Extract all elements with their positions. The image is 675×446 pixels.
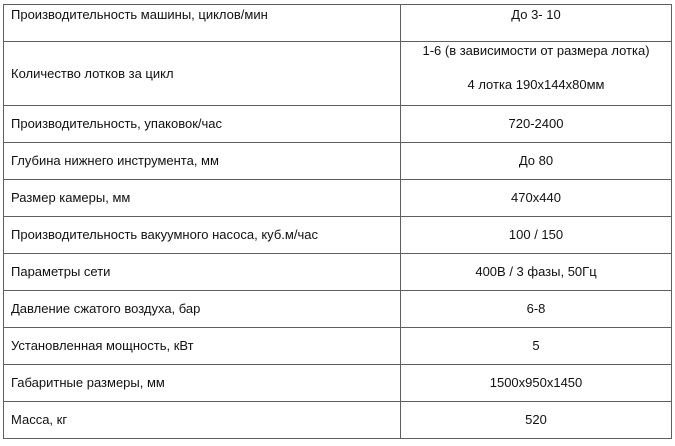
value-cell: 6-8 [401, 291, 672, 328]
parameter-cell: Давление сжатого воздуха, бар [4, 291, 401, 328]
parameter-cell: Производительность машины, циклов/мин [4, 5, 401, 42]
parameter-cell: Производительность вакуумного насоса, куб.м/час [4, 217, 401, 254]
table-row [4, 180, 672, 217]
parameter-cell: Габаритные размеры, мм [4, 365, 401, 402]
table-row [4, 106, 672, 143]
value-cell: 470х440 [401, 180, 672, 217]
parameter-cell: Глубина нижнего инструмента, мм [4, 143, 401, 180]
parameter-cell: Количество лотков за цикл [4, 42, 401, 106]
table-row [4, 402, 672, 439]
table-row [4, 143, 672, 180]
table-row [4, 254, 672, 291]
parameter-cell: Размер камеры, мм [4, 180, 401, 217]
table-row [4, 5, 672, 42]
parameter-cell: Установленная мощность, кВт [4, 328, 401, 365]
specifications-table [3, 4, 672, 439]
table-row [4, 217, 672, 254]
value-cell: До 3- 10 [401, 5, 672, 42]
table-row [4, 291, 672, 328]
value-cell: 400В / 3 фазы, 50Гц [401, 254, 672, 291]
parameter-cell: Масса, кг [4, 402, 401, 439]
parameter-cell: Параметры сети [4, 254, 401, 291]
table-row [4, 328, 672, 365]
table-row [4, 42, 672, 106]
value-cell: 720-2400 [401, 106, 672, 143]
table-row [4, 365, 672, 402]
value-line: 1-6 (в зависимости от размера лотка) [422, 43, 650, 58]
value-cell [401, 42, 672, 106]
parameter-cell: Производительность, упаковок/час [4, 106, 401, 143]
value-cell: 5 [401, 328, 672, 365]
value-line: 4 лотка 190х144х80мм [467, 77, 605, 92]
value-cell: До 80 [401, 143, 672, 180]
value-cell: 100 / 150 [401, 217, 672, 254]
value-cell: 1500х950х1450 [401, 365, 672, 402]
value-cell: 520 [401, 402, 672, 439]
